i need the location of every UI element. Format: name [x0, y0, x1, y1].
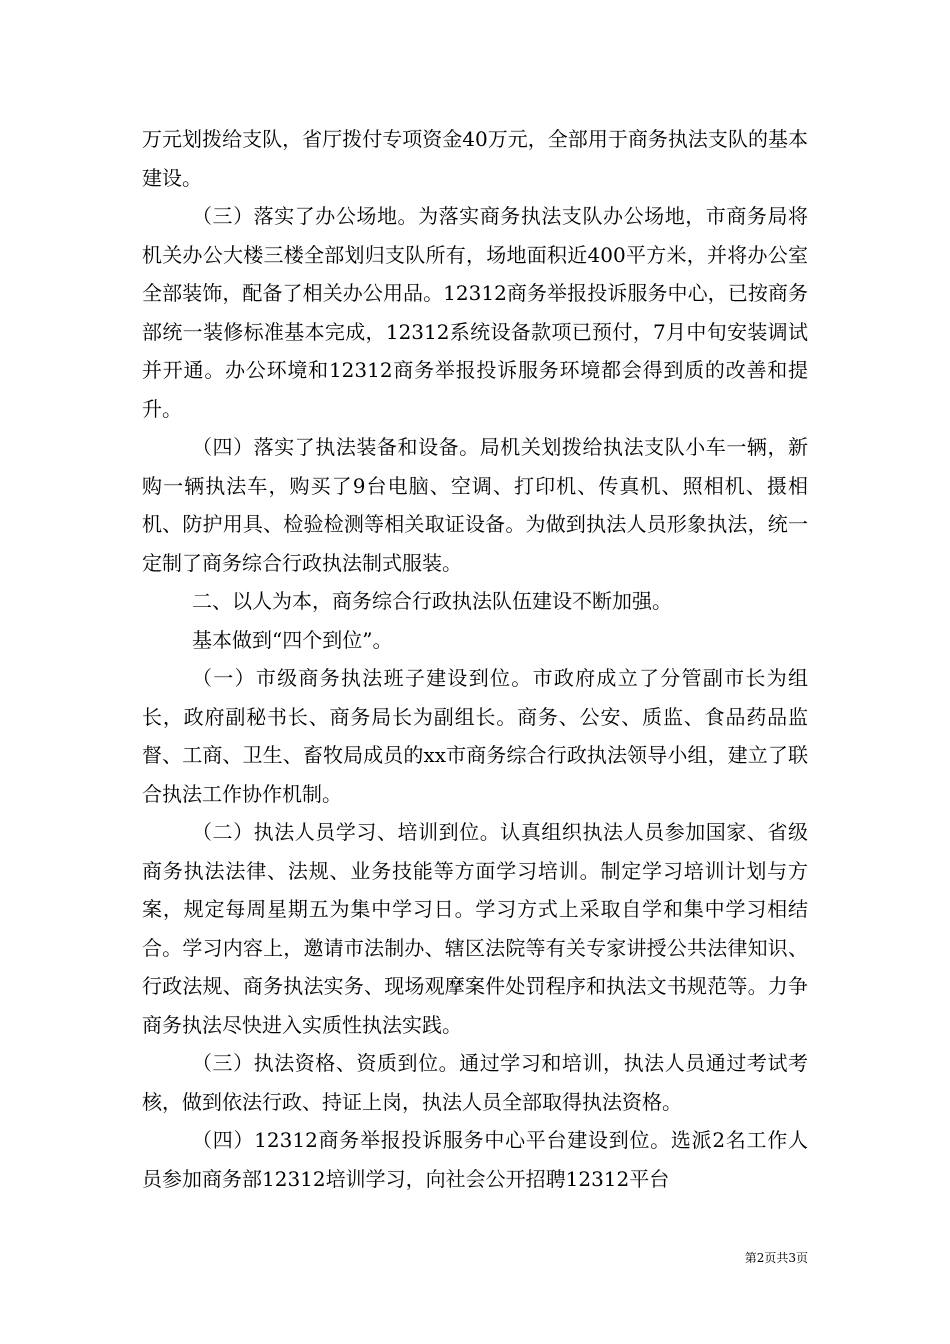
paragraph-12312-platform: （四）12312商务举报投诉服务中心平台建设到位。选派2名工作人员参加商务部12312培训学习，向社会公开招聘12312平台	[142, 1128, 808, 1191]
paragraph-qualification: （三）执法资格、资质到位。通过学习和培训，执法人员通过考试考核，做到依法行政、持证上岗，执法人员全部取得执法资格。	[142, 1051, 808, 1114]
page-number-footer: 第2页共3页	[744, 1251, 808, 1265]
paragraph-equipment: （四）落实了执法装备和设备。局机关划拨给执法支队小车一辆，新购一辆执法车，购买了9台电脑、空调、打印机、传真机、照相机、摄相机、防护用具、检验检测等相关取证设备。为做到执法人员形象执法，统一定制了商务综合行政执法制式服装。	[142, 435, 808, 575]
paragraph-office-space: （三）落实了办公场地。为落实商务执法支队办公场地，市商务局将机关办公大楼三楼全部划归支队所有，场地面积近400平方米，并将办公室全部装饰，配备了相关办公用品。12312商务举报投诉服务中心，已按商务部统一装修标准基本完成，12312系统设备款项已预付，7月中旬安装调试并开通。办公环境和12312商务举报投诉服务环境都会得到质的改善和提升。	[142, 204, 808, 421]
paragraph-leadership: （一）市级商务执法班子建设到位。市政府成立了分管副市长为组长，政府副秘书长、商务局长为副组长。商务、公安、质监、食品药品监督、工商、卫生、畜牧局成员的xx市商务综合行政执法领导小组，建立了联合执法工作协作机制。	[142, 666, 808, 806]
document-body	[142, 120, 808, 1198]
paragraph-four-in-place: 基本做到“四个到位”。	[192, 627, 393, 652]
section-heading-team-building: 二、以人为本，商务综合行政执法队伍建设不断加强。	[192, 589, 672, 613]
paragraph-continuation: 万元划拨给支队，省厅拨付专项资金40万元，全部用于商务执法支队的基本建设。	[142, 127, 808, 190]
paragraph-training: （二）执法人员学习、培训到位。认真组织执法人员参加国家、省级商务执法法律、法规、业务技能等方面学习培训。制定学习培训计划与方案，规定每周星期五为集中学习日。学习方式上采取自学和集中学习相结合。学习内容上，邀请市法制办、辖区法院等有关专家讲授公共法律知识、行政法规、商务执法实务、现场观摩案件处罚程序和执法文书规范等。力争商务执法尽快进入实质性执法实践。	[142, 820, 808, 1037]
